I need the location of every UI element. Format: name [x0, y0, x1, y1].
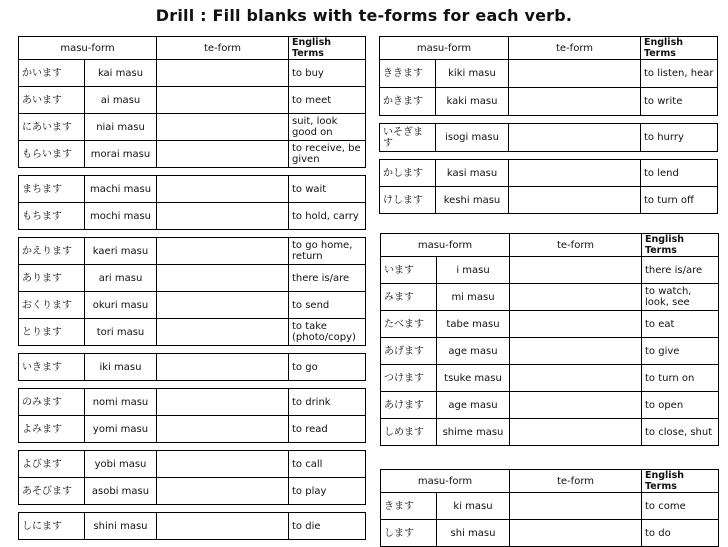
header-english-terms: English Terms — [289, 37, 366, 60]
english-term: there is/are — [642, 257, 719, 284]
table-row — [19, 114, 366, 141]
english-term: to hold, carry — [289, 203, 366, 230]
te-form-blank[interactable] — [157, 389, 289, 416]
masu-form-kana: かえります — [19, 238, 85, 265]
english-term: to buy — [289, 60, 366, 87]
masu-form-romaji: kasi masu — [436, 160, 509, 187]
english-term: to drink — [289, 389, 366, 416]
te-form-blank[interactable] — [157, 114, 289, 141]
english-term: to give — [642, 338, 719, 365]
te-form-blank[interactable] — [157, 513, 289, 540]
masu-form-romaji: age masu — [437, 392, 510, 419]
te-form-blank[interactable] — [157, 354, 289, 381]
english-term: to come — [642, 493, 719, 520]
masu-form-romaji: tori masu — [85, 319, 157, 346]
group-separator — [19, 346, 366, 354]
table-row — [19, 319, 366, 346]
te-form-blank[interactable] — [510, 493, 642, 520]
masu-form-kana: あいます — [19, 87, 85, 114]
header-te-form: te-form — [509, 37, 641, 60]
masu-form-romaji: nomi masu — [85, 389, 157, 416]
table-row — [19, 416, 366, 443]
table-row — [19, 60, 366, 87]
verb-table-3 — [380, 233, 719, 446]
table-header — [381, 470, 719, 493]
english-term: to write — [641, 88, 718, 116]
table-row — [19, 87, 366, 114]
english-term: to lend — [641, 160, 718, 187]
english-term: to meet — [289, 87, 366, 114]
group-separator — [19, 505, 366, 513]
table-row — [381, 365, 719, 392]
masu-form-romaji: kaki masu — [436, 88, 509, 116]
masu-form-kana: つけます — [381, 365, 437, 392]
masu-form-kana: います — [381, 257, 437, 284]
masu-form-kana: あげます — [381, 338, 437, 365]
masu-form-kana: いそぎます — [380, 124, 436, 152]
te-form-blank[interactable] — [510, 311, 642, 338]
masu-form-kana: ききます — [380, 60, 436, 88]
te-form-blank[interactable] — [157, 60, 289, 87]
table-row — [19, 238, 366, 265]
group-separator — [380, 152, 718, 160]
table-row — [19, 292, 366, 319]
masu-form-kana: けします — [380, 187, 436, 214]
table-row — [380, 124, 718, 152]
header-te-form: te-form — [510, 470, 642, 493]
page-title: Drill : Fill blanks with te-forms for each verb. — [155, 6, 573, 25]
masu-form-kana: きます — [381, 493, 437, 520]
masu-form-romaji: iki masu — [85, 354, 157, 381]
header-masu-form: masu-form — [381, 470, 510, 493]
te-form-blank[interactable] — [157, 478, 289, 505]
masu-form-romaji: ari masu — [85, 265, 157, 292]
table-row — [19, 203, 366, 230]
english-term: to send — [289, 292, 366, 319]
english-term: to watch, look, see — [642, 284, 719, 311]
masu-form-kana: しめます — [381, 419, 437, 446]
masu-form-kana: しにます — [19, 513, 85, 540]
masu-form-kana: かきます — [380, 88, 436, 116]
group-separator — [19, 443, 366, 451]
english-term: to die — [289, 513, 366, 540]
masu-form-kana: のみます — [19, 389, 85, 416]
english-term: there is/are — [289, 265, 366, 292]
te-form-blank[interactable] — [157, 265, 289, 292]
masu-form-romaji: keshi masu — [436, 187, 509, 214]
english-term: to listen, hear — [641, 60, 718, 88]
english-term: to do — [642, 520, 719, 547]
masu-form-kana: まちます — [19, 176, 85, 203]
table-row — [19, 176, 366, 203]
masu-form-kana: します — [381, 520, 437, 547]
te-form-blank[interactable] — [510, 520, 642, 547]
table-row — [381, 392, 719, 419]
verb-table-1 — [18, 36, 366, 540]
masu-form-kana: いきます — [19, 354, 85, 381]
masu-form-romaji: shime masu — [437, 419, 510, 446]
te-form-blank[interactable] — [157, 87, 289, 114]
table-row — [381, 338, 719, 365]
masu-form-kana: みます — [381, 284, 437, 311]
table-row — [19, 141, 366, 168]
header-masu-form: masu-form — [380, 37, 509, 60]
masu-form-kana: あそびます — [19, 478, 85, 505]
masu-form-kana: よみます — [19, 416, 85, 443]
masu-form-romaji: yobi masu — [85, 451, 157, 478]
te-form-blank[interactable] — [510, 419, 642, 446]
te-form-blank[interactable] — [157, 292, 289, 319]
english-term: suit, look good on — [289, 114, 366, 141]
table-row — [381, 493, 719, 520]
masu-form-romaji: tsuke masu — [437, 365, 510, 392]
table-row — [381, 311, 719, 338]
verb-table-2 — [379, 36, 718, 214]
masu-form-romaji: kai masu — [85, 60, 157, 87]
te-form-blank[interactable] — [157, 319, 289, 346]
english-term: to hurry — [641, 124, 718, 152]
table-row — [381, 419, 719, 446]
masu-form-kana: もちます — [19, 203, 85, 230]
english-term: to receive, be given — [289, 141, 366, 168]
table-header — [381, 234, 719, 257]
english-term: to go home, return — [289, 238, 366, 265]
masu-form-romaji: okuri masu — [85, 292, 157, 319]
english-term: to call — [289, 451, 366, 478]
te-form-blank[interactable] — [157, 141, 289, 168]
te-form-blank[interactable] — [510, 365, 642, 392]
masu-form-romaji: ai masu — [85, 87, 157, 114]
group-separator — [19, 230, 366, 238]
te-form-blank[interactable] — [509, 187, 641, 214]
te-form-blank[interactable] — [157, 451, 289, 478]
table-row — [380, 160, 718, 187]
te-form-blank[interactable] — [157, 203, 289, 230]
header-masu-form: masu-form — [19, 37, 157, 60]
header-te-form: te-form — [510, 234, 642, 257]
masu-form-kana: かいます — [19, 60, 85, 87]
table-row — [19, 478, 366, 505]
header-english-terms: English Terms — [641, 37, 718, 60]
masu-form-kana: よびます — [19, 451, 85, 478]
masu-form-romaji: isogi masu — [436, 124, 509, 152]
verb-table-4 — [380, 469, 719, 547]
masu-form-romaji: tabe masu — [437, 311, 510, 338]
english-term: to go — [289, 354, 366, 381]
masu-form-romaji: asobi masu — [85, 478, 157, 505]
masu-form-romaji: kaeri masu — [85, 238, 157, 265]
te-form-blank[interactable] — [157, 416, 289, 443]
te-form-blank[interactable] — [509, 60, 641, 88]
te-form-blank[interactable] — [510, 257, 642, 284]
table-header — [380, 37, 718, 60]
masu-form-romaji: age masu — [437, 338, 510, 365]
te-form-blank[interactable] — [510, 392, 642, 419]
english-term: to eat — [642, 311, 719, 338]
english-term: to read — [289, 416, 366, 443]
masu-form-kana: にあいます — [19, 114, 85, 141]
masu-form-romaji: yomi masu — [85, 416, 157, 443]
te-form-blank[interactable] — [157, 176, 289, 203]
english-term: to turn off — [641, 187, 718, 214]
masu-form-kana: あります — [19, 265, 85, 292]
english-term: to close, shut — [642, 419, 719, 446]
header-english-terms: English Terms — [642, 234, 719, 257]
masu-form-romaji: morai masu — [85, 141, 157, 168]
header-te-form: te-form — [157, 37, 289, 60]
masu-form-romaji: ki masu — [437, 493, 510, 520]
masu-form-romaji: shini masu — [85, 513, 157, 540]
header-english-terms: English Terms — [642, 470, 719, 493]
english-term: to turn on — [642, 365, 719, 392]
table-row — [19, 389, 366, 416]
masu-form-kana: とります — [19, 319, 85, 346]
te-form-blank[interactable] — [509, 88, 641, 116]
te-form-blank[interactable] — [509, 160, 641, 187]
masu-form-kana: かします — [380, 160, 436, 187]
group-separator — [19, 381, 366, 389]
te-form-blank[interactable] — [510, 284, 642, 311]
masu-form-romaji: niai masu — [85, 114, 157, 141]
masu-form-romaji: i masu — [437, 257, 510, 284]
masu-form-romaji: shi masu — [437, 520, 510, 547]
masu-form-kana: おくります — [19, 292, 85, 319]
masu-form-romaji: kiki masu — [436, 60, 509, 88]
masu-form-kana: たべます — [381, 311, 437, 338]
table-row — [19, 265, 366, 292]
te-form-blank[interactable] — [509, 124, 641, 152]
english-term: to wait — [289, 176, 366, 203]
masu-form-romaji: machi masu — [85, 176, 157, 203]
te-form-blank[interactable] — [157, 238, 289, 265]
group-separator — [380, 116, 718, 124]
table-header — [19, 37, 366, 60]
table-row — [19, 513, 366, 540]
table-row — [381, 284, 719, 311]
english-term: to play — [289, 478, 366, 505]
table-row — [381, 520, 719, 547]
masu-form-romaji: mi masu — [437, 284, 510, 311]
te-form-blank[interactable] — [510, 338, 642, 365]
table-row — [380, 60, 718, 88]
masu-form-romaji: mochi masu — [85, 203, 157, 230]
masu-form-kana: あけます — [381, 392, 437, 419]
masu-form-kana: もらいます — [19, 141, 85, 168]
table-row — [380, 88, 718, 116]
table-row — [19, 451, 366, 478]
group-separator — [19, 168, 366, 176]
table-row — [381, 257, 719, 284]
table-row — [19, 354, 366, 381]
english-term: to open — [642, 392, 719, 419]
english-term: to take (photo/copy) — [289, 319, 366, 346]
table-row — [380, 187, 718, 214]
header-masu-form: masu-form — [381, 234, 510, 257]
